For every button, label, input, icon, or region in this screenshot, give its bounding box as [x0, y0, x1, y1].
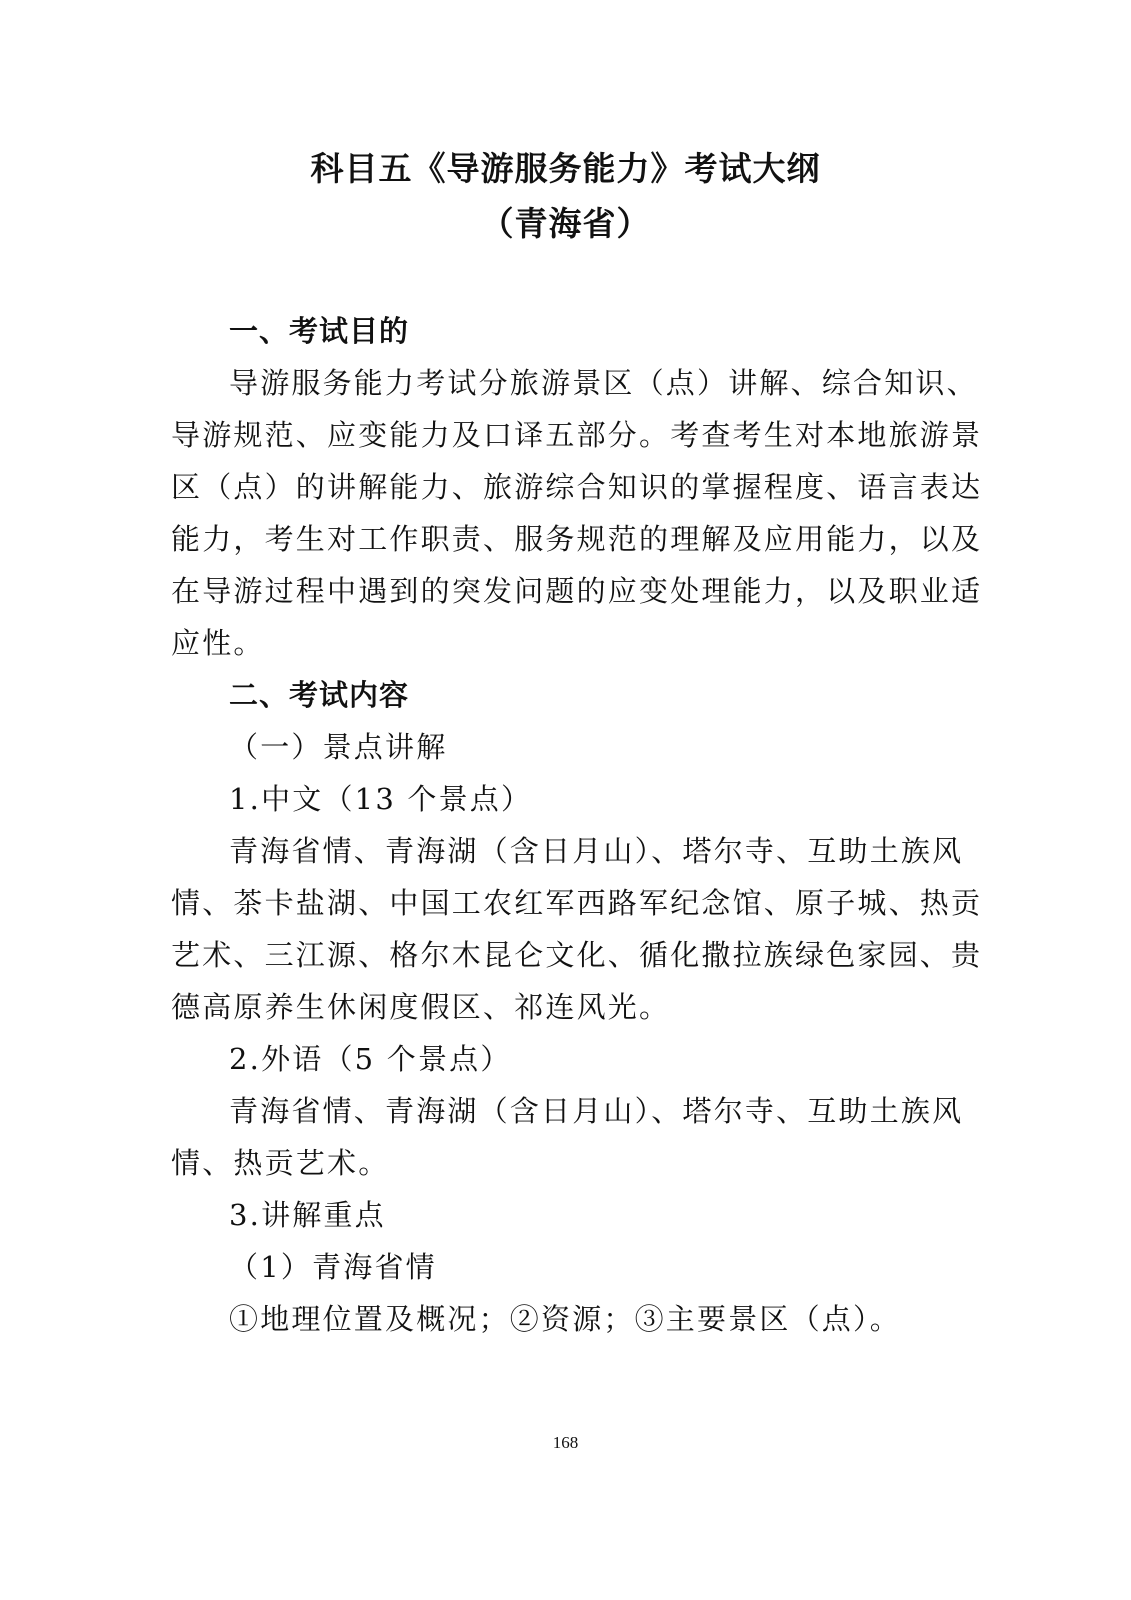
paragraph-line: 艺术、三江源、格尔木昆仑文化、循化撒拉族绿色家园、贵	[171, 938, 983, 972]
subsection-heading: （一）景点讲解	[229, 730, 448, 764]
paragraph-line: 德高原养生休闲度假区、祁连风光。	[171, 990, 671, 1024]
paragraph-line: 区（点）的讲解能力、旅游综合知识的掌握程度、语言表达	[171, 470, 983, 504]
section-heading-purpose: 一、考试目的	[229, 314, 410, 348]
paragraph-line: 情、热贡艺术。	[171, 1146, 390, 1180]
paragraph-line: 在导游过程中遇到的突发问题的应变处理能力，以及职业适	[171, 574, 983, 608]
item-label-foreign: 2.外语（5 个景点）	[229, 1042, 512, 1076]
paragraph-line: 应性。	[171, 626, 265, 660]
item-label-chinese: 1.中文（13 个景点）	[229, 782, 533, 816]
document-subtitle: （青海省）	[480, 204, 651, 243]
paragraph-line: 青海省情、青海湖（含日月山）、塔尔寺、互助土族风	[229, 834, 964, 868]
page-number: 168	[552, 1433, 579, 1452]
section-heading-content: 二、考试内容	[229, 678, 410, 712]
document-body	[171, 305, 983, 1345]
paragraph-line: 能力，考生对工作职责、服务规范的理解及应用能力，以及	[171, 522, 983, 556]
paragraph-line: 青海省情、青海湖（含日月山）、塔尔寺、互助土族风	[229, 1094, 964, 1128]
sub-item-label: （1）青海省情	[229, 1250, 437, 1284]
paragraph-line: 情、茶卡盐湖、中国工农红军西路军纪念馆、原子城、热贡	[171, 886, 983, 920]
paragraph-line: 导游服务能力考试分旅游景区（点）讲解、综合知识、	[229, 366, 978, 400]
paragraph-line: 导游规范、应变能力及口译五部分。考查考生对本地旅游景	[171, 418, 983, 452]
document-title: 科目五《导游服务能力》考试大纲	[310, 149, 821, 188]
sub-item-detail: ①地理位置及概况；②资源；③主要景区（点）。	[229, 1302, 901, 1336]
item-label-key-points: 3.讲解重点	[229, 1198, 386, 1232]
